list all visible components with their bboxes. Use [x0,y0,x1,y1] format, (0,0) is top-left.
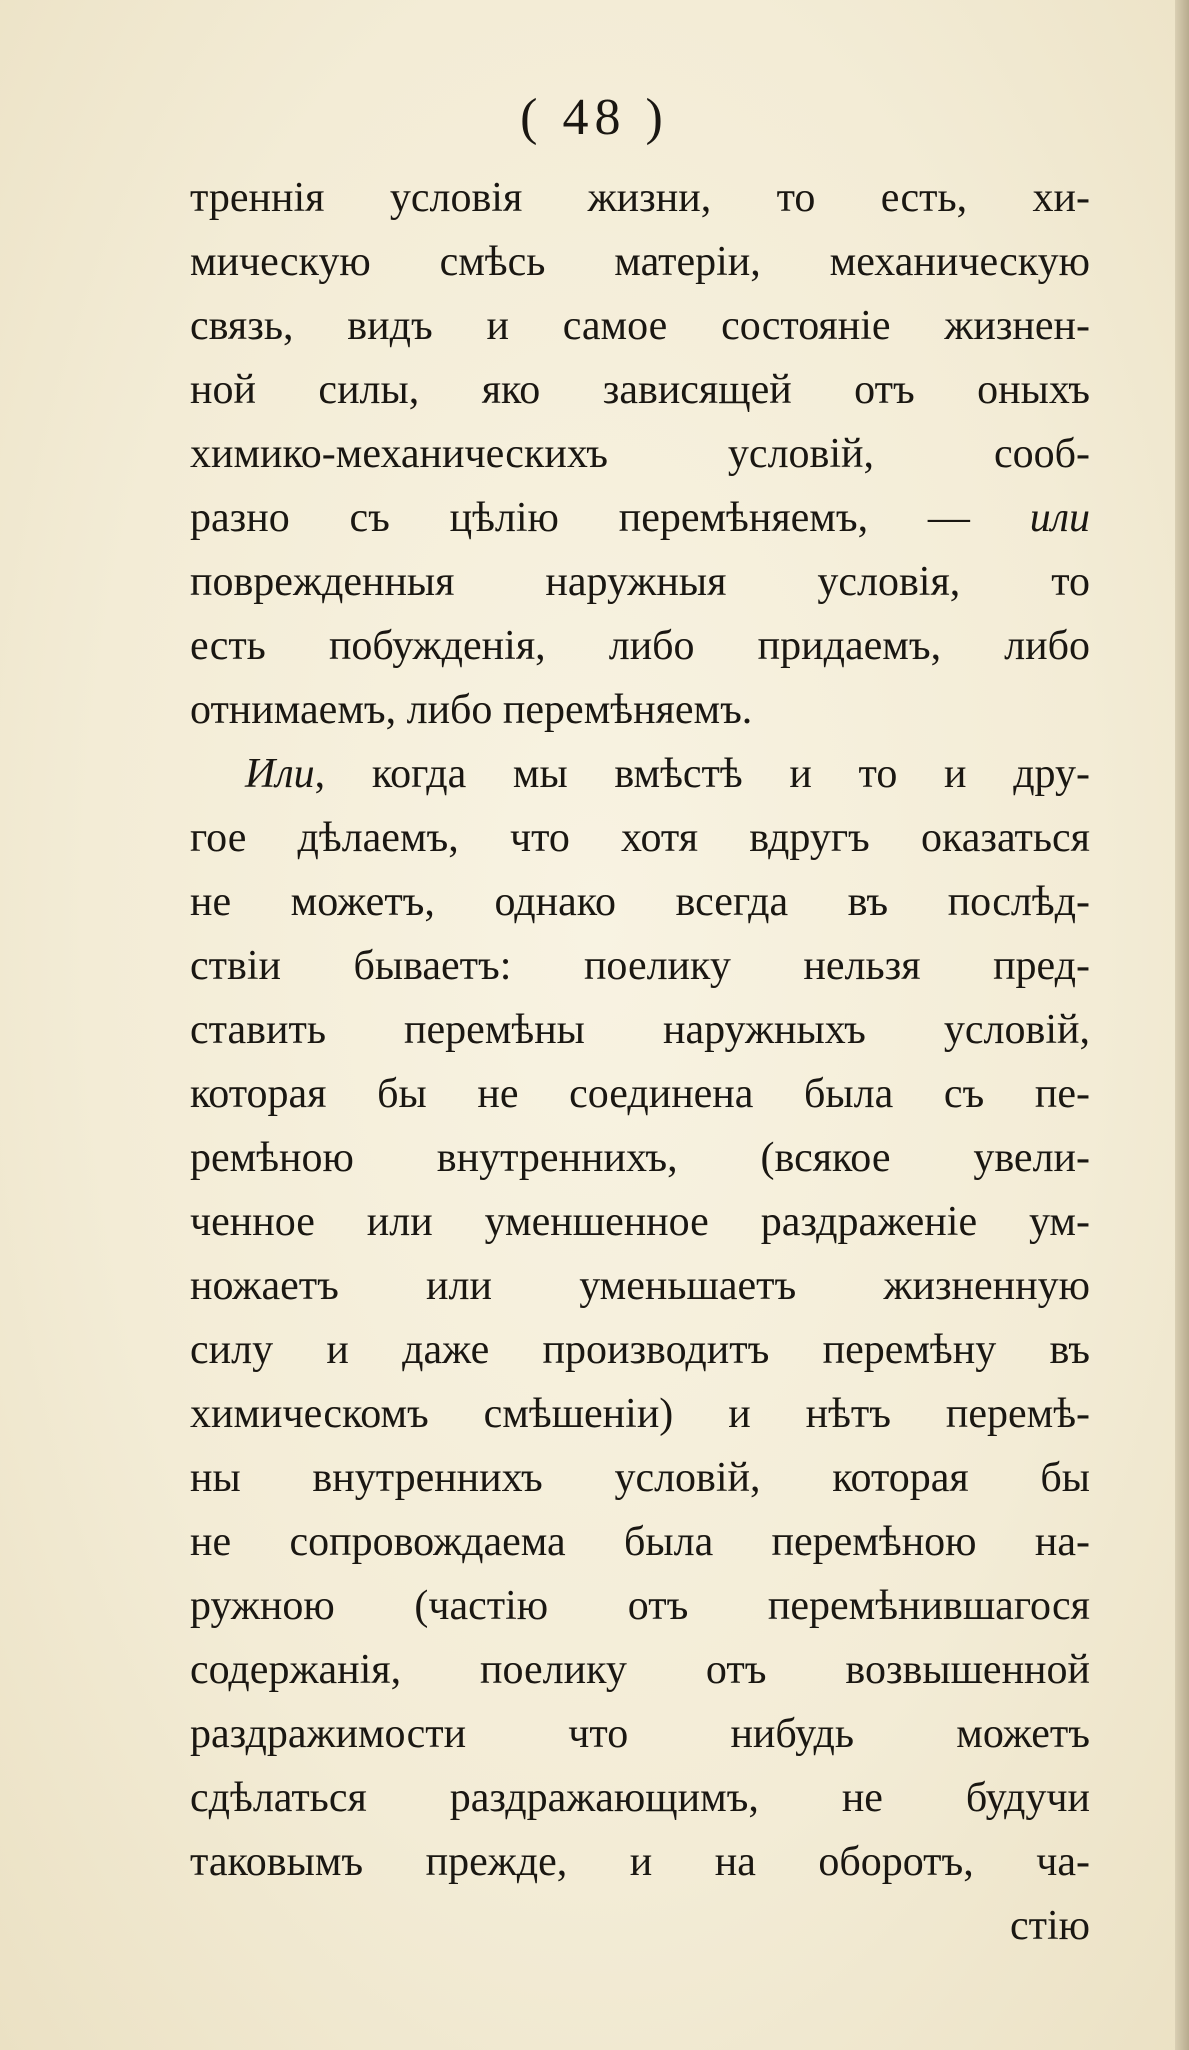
text-line: ружною (частію отъ перемѣнившагося [190,1583,1090,1629]
paragraph-first-line [190,742,1090,806]
text-line: мическую смѣсь матеріи, механическую [190,239,1090,285]
text-line: сдѣлаться раздражающимъ, не будучи [190,1775,1090,1821]
text-line: химическомъ смѣшеніи) и нѣтъ перемѣ- [190,1391,1090,1437]
text-line: не сопровождаема была перемѣною на- [190,1519,1090,1565]
text-line: таковымъ прежде, и на оборотъ, ча- [190,1839,1090,1885]
text-line: ножаетъ или уменьшаетъ жизненную [190,1263,1090,1309]
text-line: ны внутреннихъ условій, которая бы [190,1455,1090,1501]
page-number: ( 48 ) [520,89,669,146]
text-line: ремѣною внутреннихъ, (всякое увели- [190,1135,1090,1181]
text-line: содержанія, поелику отъ возвышенной [190,1647,1090,1693]
text-line: раздражимости что нибудь можетъ [190,1711,1090,1757]
text-line: связь, видъ и самое состояніе жизнен- [190,303,1090,349]
text-line: химико-механическихъ условій, сооб- [190,431,1090,477]
text-line: которая бы не соединена была съ пе- [190,1071,1090,1117]
text-fragment: разно съ цѣлію перемѣняемъ, — [190,495,970,541]
text-line: есть побужденія, либо придаемъ, либо [190,623,1090,669]
text-fragment: , когда мы вмѣстѣ и то и дру- [314,751,1090,797]
italic-word: или [1029,495,1090,541]
catchword: стію [1009,1903,1090,1949]
body-text [190,166,1090,1958]
text-line: ствіи бываетъ: поелику нельзя пред- [190,943,1090,989]
text-line: ставить перемѣны наружныхъ условій, [190,1007,1090,1053]
text-line: силу и даже производитъ перемѣну въ [190,1327,1090,1373]
text-line: гое дѣлаемъ, что хотя вдругъ оказаться [190,815,1090,861]
text-line: ченное или уменшенное раздраженіе ум- [190,1199,1090,1245]
text-line: поврежденныя наружныя условія, то [190,559,1090,605]
text-line: отнимаемъ, либо перемѣняемъ. [190,687,753,733]
text-line: не можетъ, однако всегда въ послѣд- [190,879,1090,925]
text-line-with-italic [190,486,1090,550]
italic-word: Или [245,751,315,797]
text-line: треннія условія жизни, то есть, хи- [190,175,1090,221]
text-line: ной силы, яко зависящей отъ оныхъ [190,367,1090,413]
page-edge [1175,0,1189,2050]
